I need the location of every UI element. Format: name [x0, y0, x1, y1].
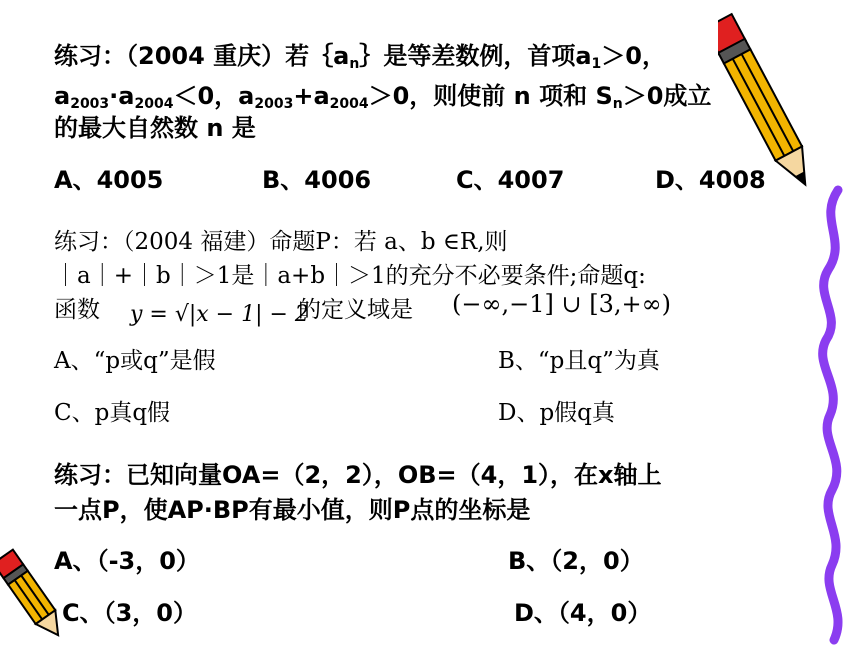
q3-line1: 练习：已知向量OA=（2，2），OB=（4，1），在x轴上	[54, 461, 662, 489]
q2-line3-prefix: 函数	[54, 297, 100, 323]
q2-function-formula: y = √|x − 1| − 2	[130, 302, 309, 327]
q1-option-a: A、4005	[54, 166, 164, 194]
q2-option-d: D、p假q真	[498, 400, 615, 426]
q3-option-c: C、（3，0）	[62, 599, 198, 627]
q2-line2: ｜a｜+｜b｜＞1是｜a+b｜＞1的充分不必要条件;命题q:	[54, 263, 646, 289]
q2-option-a: A、“p或q”是假	[54, 348, 216, 374]
q2-option-b: B、“p且q”为真	[498, 348, 660, 374]
q1-line1: 练习：（2004 重庆）若$\{a_n\}$是等差数例，首项$a_1>0$，	[54, 42, 666, 72]
q1-line2: $a_{2003}\cdot a_{2004}<0$，$a_{2003}+a_{2004}>0$，则使前 n 项和 $S_n>0$成立	[54, 82, 712, 112]
q1-option-d: D、4008	[655, 166, 766, 194]
q3-option-b: B、（2，0）	[508, 547, 644, 575]
q2-domain-interval: (−∞,−1] ∪ [3,+∞)	[452, 290, 671, 318]
q2-line3-suffix: 的定义域是	[298, 297, 413, 323]
q2-option-c: C、p真q假	[54, 400, 171, 426]
q3-line2: 一点P，使AP·BP有最小值，则P点的坐标是	[54, 496, 531, 524]
q1-option-c: C、4007	[456, 166, 565, 194]
pencil-icon	[718, 0, 808, 210]
q1-option-b: B、4006	[262, 166, 372, 194]
q3-option-d: D、（4，0）	[514, 599, 652, 627]
pencil-icon	[0, 540, 60, 645]
q2-line1: 练习：（2004 福建）命题P：若 a、b ∈R,则	[54, 229, 508, 255]
q1-line3: 的最大自然数 n 是	[54, 114, 256, 142]
q3-option-a: A、（-3，0）	[54, 547, 200, 575]
squiggle-line-icon	[808, 180, 860, 645]
